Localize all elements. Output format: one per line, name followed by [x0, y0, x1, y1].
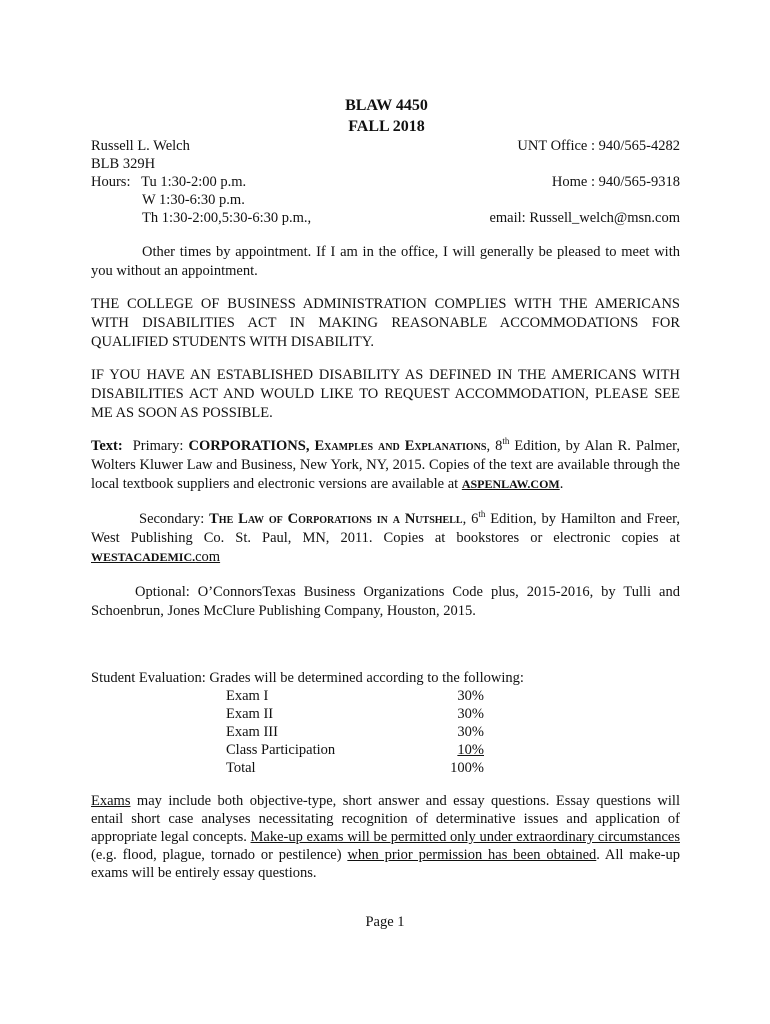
- secondary-edition: , 6: [462, 511, 479, 527]
- primary-end: .: [559, 476, 564, 492]
- secondary-text-paragraph: [91, 510, 680, 567]
- syllabus-page: [91, 95, 680, 882]
- prior-permission: when prior permission has been obtained: [347, 847, 597, 863]
- grade-value: 100%: [450, 760, 484, 776]
- evaluation-intro: Student Evaluation: Grades will be determined according to the following:: [91, 670, 524, 686]
- grade-row: [91, 741, 680, 759]
- office-room: BLB 329H: [91, 156, 156, 172]
- westacademic-link[interactable]: WESTACADEMIC.: [91, 550, 196, 564]
- text-label: Text:: [91, 438, 123, 454]
- grade-value: 10%: [457, 742, 484, 758]
- ada-statement: THE COLLEGE OF BUSINESS ADMINISTRATION COMPLIES WITH THE AMERICANS WITH DISABILITIES ACT IN MAKING REASONABLE ACCOMMODATIONS FOR QUALIFIED STUDENTS WITH DISABILITY.: [91, 296, 680, 350]
- grade-row-total: [91, 759, 680, 777]
- exams-text-1: may include both objective-type, short answer and essay questions. Essay questions will entail short case analyses necessitating recognition of determinative issues and application of appropriate legal concepts.: [91, 793, 680, 845]
- grade-value: 30%: [457, 706, 484, 722]
- hours-w: W 1:30-6:30 p.m.: [142, 192, 245, 208]
- grade-name: Exam II: [226, 706, 274, 722]
- makeup-policy: Make-up exams will be permitted only under extraordinary circumstances: [250, 829, 680, 845]
- exams-paragraph: [91, 792, 680, 882]
- grade-row: [91, 687, 680, 705]
- instructor-name: Russell L. Welch: [91, 138, 190, 154]
- primary-details: Edition, by Alan R. Palmer, Wolters Kluwer Law and Business, New York, NY, 2015. Copies of the text are available through the local textbook suppliers and electronic versions are available at: [91, 438, 681, 492]
- hours-tu: [91, 173, 311, 191]
- optional-text-paragraph: Optional: O’ConnorsTexas Business Organizations Code plus, 2015-2016, by Tulli and Schoenbrun, Jones McClure Publishing Company, Houston, 2015.: [91, 584, 680, 619]
- office-phone: UNT Office : 940/565-4282: [517, 138, 680, 154]
- secondary-details: Edition, by Hamilton and Freer, West Publishing Co. St. Paul, MN, 2011. Copies at bookstores or electronic copies at: [91, 511, 681, 546]
- hours-th: Th 1:30-2:00,5:30-6:30 p.m.,: [142, 210, 312, 226]
- exams-text-2: (e.g. flood, plague, tornado or pestilence): [91, 847, 348, 863]
- secondary-edition-sup: th: [478, 509, 486, 520]
- secondary-label: Secondary:: [139, 511, 210, 527]
- hours-label: Hours:: [91, 174, 131, 190]
- course-number: BLAW 4450: [345, 97, 428, 114]
- secondary-book-title: The Law of Corporations in a Nutshell: [209, 511, 463, 527]
- instructor-info: [91, 137, 311, 227]
- primary-label: Primary:: [132, 438, 189, 454]
- exams-text-3: . All make-up exams will be entirely essay questions.: [91, 847, 680, 881]
- grade-value: 30%: [457, 688, 484, 704]
- primary-text-paragraph: Text: Primary: CORPORATIONS, Examples and Explanations, 8th Edition, by Alan R. Palmer, Wolters Kluwer Law and Business, New York, NY, 2015. Copies of the text are available through the local textbook suppliers and electronic versions are available at ASPENLAW.COM.: [91, 436, 681, 492]
- hours-tu-value: Tu 1:30-2:00 p.m.: [141, 174, 247, 190]
- grade-name: Total: [226, 760, 256, 776]
- ada-request: IF YOU HAVE AN ESTABLISHED DISABILITY AS DEFINED IN THE AMERICANS WITH DISABILITIES ACT AND WOULD LIKE TO REQUEST ACCOMMODATION, PLEASE SEE ME AS SOON AS POSSIBLE.: [91, 367, 680, 421]
- email: email: Russell_welch@msn.com: [489, 210, 680, 226]
- grade-row: [91, 723, 680, 741]
- appointment-paragraph: Other times by appointment. If I am in the office, I will generally be pleased to meet with you without an appointment.: [91, 244, 680, 279]
- primary-edition-sup: th: [502, 436, 510, 447]
- westacademic-link-end[interactable]: com: [195, 549, 221, 565]
- primary-book-title: CORPORATIONS, Examples and Explanations: [188, 438, 487, 454]
- page-number: Page 1: [365, 914, 405, 930]
- phone-info: [489, 137, 680, 227]
- aspenlaw-link[interactable]: ASPENLAW.COM: [461, 477, 560, 491]
- student-evaluation: [91, 669, 680, 777]
- grade-name: Class Participation: [226, 742, 336, 758]
- grade-value: 30%: [457, 724, 484, 740]
- primary-edition: 8: [495, 438, 503, 454]
- contact-block: [91, 137, 680, 229]
- grade-name: Exam III: [226, 724, 278, 740]
- exams-word: Exams: [91, 793, 131, 809]
- grade-name: Exam I: [226, 688, 269, 704]
- term: FALL 2018: [348, 118, 425, 135]
- grade-row: [91, 705, 680, 723]
- home-phone: Home : 940/565-9318: [551, 174, 680, 190]
